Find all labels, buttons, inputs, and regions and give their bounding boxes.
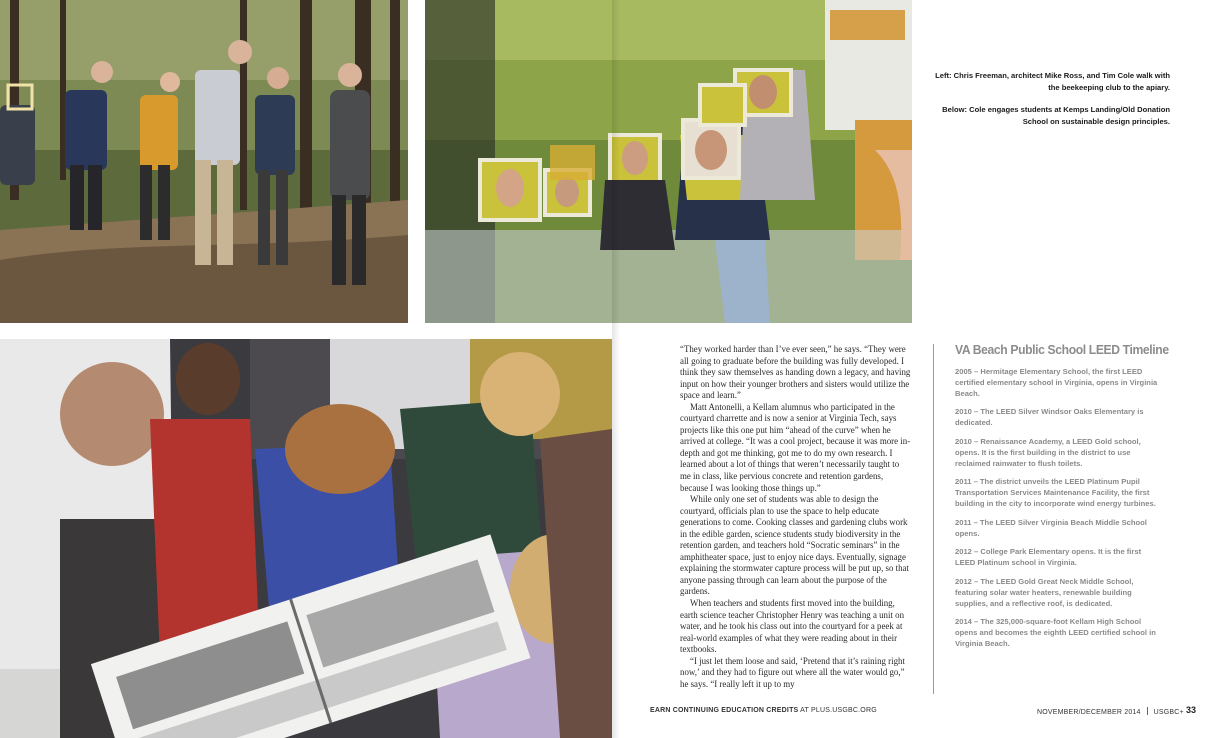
timeline-item: 2014 – The 325,000-square-foot Kellam High School opens and becomes the eighth LEED certified school in Virginia Beach.	[955, 617, 1156, 648]
timeline-item: 2010 – Renaissance Academy, a LEED Gold school, opens. It is the first building in the district to use reclaimed rainwater to flush toilets.	[955, 436, 1141, 468]
article-paragraph: Matt Antonelli, a Kellam alumnus who participated in the courtyard charrette and is now a senior at Virginia Tech, says projects like this one put him “ahead of the curve” when he arrived at college. “It was a cool project, because it was more in-depth and got me thinking, got me to do my own research. I learned about a lot of things that weren’t necessarily taught to me in class, like pervious concrete and retention gardens, because I was looking those things up.”	[680, 401, 911, 493]
timeline-title: VA Beach Public School LEED Timeline	[955, 342, 1169, 357]
footer-credits-bold: EARN CONTINUING EDUCATION CREDITS	[650, 707, 799, 714]
timeline-item: 2010 – The LEED Silver Windsor Oaks Elementary is dedicated.	[955, 407, 1144, 428]
timeline-item: 2012 – The LEED Gold Great Neck Middle School, featuring solar water heaters, renewable building supplies, and a reflective roof, is dedicated.	[955, 576, 1134, 608]
timeline-item: 2011 – The district unveils the LEED Platinum Pupil Transportation Services Maintenance Facility, the first building in the city to incorporate wind energy turbines.	[955, 477, 1156, 508]
footer-credits-url: AT PLUS.USGBC.ORG	[798, 707, 877, 714]
photo-beekeeping-club	[425, 0, 912, 323]
footer-separator	[1147, 707, 1148, 715]
footer-issue	[1037, 707, 1184, 716]
photo-forest-walk	[0, 0, 408, 323]
footer-credits	[650, 707, 877, 714]
forest-walk-illustration	[0, 0, 408, 323]
caption-left: Left: Chris Freeman, architect Mike Ross, and Tim Cole walk with the beekeeping club to the apiary.	[935, 71, 1170, 92]
leed-timeline	[955, 342, 1169, 658]
timeline-item: 2012 – College Park Elementary opens. It is the first LEED Platinum school in Virginia.	[955, 547, 1142, 568]
article-body	[680, 344, 912, 690]
blueprint-illustration	[0, 339, 612, 738]
beekeeping-illustration	[425, 0, 912, 323]
issue-date: NOVEMBER/DECEMBER 2014	[1037, 709, 1141, 716]
article-paragraph: While only one set of students was able to design the courtyard, officials plan to use the space to help educate generations to come. Cooking classes and gardening clubs work in the edible garden, science students study biodiversity in the retention garden, and teachers hold “Socratic seminars” in the amphitheater space, just to enjoy nice days. Eventually, signage explaining the stormwater capture process will be put up, so that anyone passing through can learn about the purpose of the gardens.	[680, 494, 909, 597]
photo-students-blueprints	[0, 339, 612, 738]
article-paragraph: When teachers and students first moved into the building, earth science teacher Christopher Henry was teaching a unit on water, and he took his class out into the courtyard for a peek at real-world examples of what they were reading about in their textbooks.	[680, 598, 905, 655]
article-paragraph: “They worked harder than I’ve ever seen,” he says. “They were all going to graduate before the building was fully developed. I think they saw themselves as handing down a legacy, and having input on how their younger brothers and sisters would utilize the space and learn.”	[680, 344, 911, 401]
photo-captions	[930, 70, 1170, 138]
caption-below: Below: Cole engages students at Kemps Landing/Old Donation School on sustainable design principles.	[942, 105, 1170, 126]
spread-fold	[612, 0, 620, 738]
timeline-item: 2005 – Hermitage Elementary School, the first LEED certified elementary school in Virginia, opens in Virginia Beach.	[955, 367, 1158, 398]
article-paragraph: “I just let them loose and said, ‘Pretend that it’s raining right now,’ and they had to figure out where all the water would go,” he says. “I really left it up to my	[680, 655, 905, 689]
page-number: 33	[1186, 705, 1197, 715]
timeline-item: 2011 – The LEED Silver Virginia Beach Middle School opens.	[955, 517, 1147, 538]
sidebar-divider	[933, 344, 934, 694]
magazine-name: USGBC+	[1153, 709, 1184, 716]
